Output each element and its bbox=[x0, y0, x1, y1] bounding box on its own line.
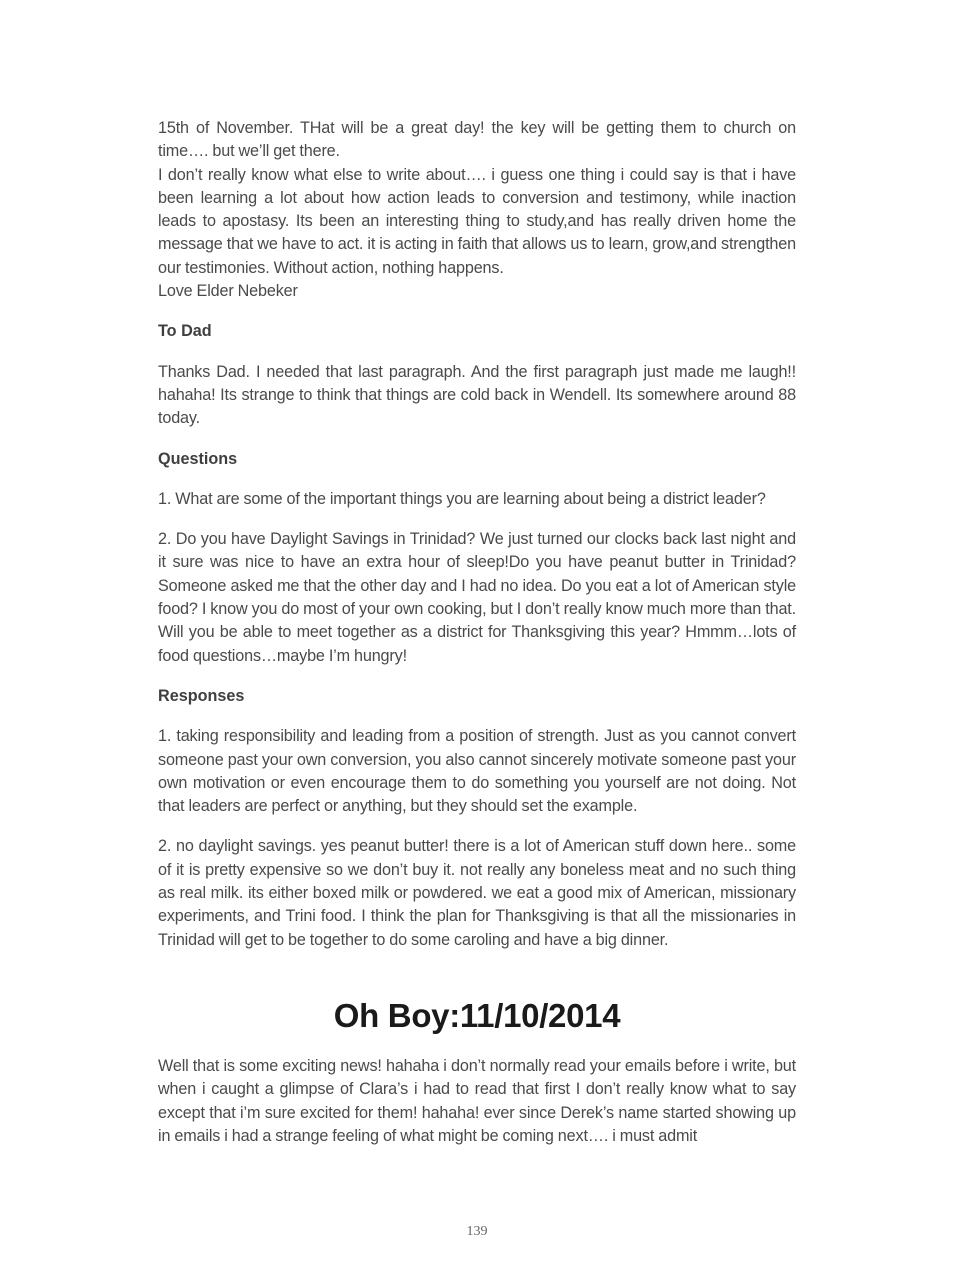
to-dad-heading: To Dad bbox=[158, 322, 212, 341]
question-2: 2. Do you have Daylight Savings in Trinidad? We just turned our clocks back last night and it sure was nice to have an extra hour of sleep!Do you have peanut butter in Trinidad? Someone asked me that the other day and I had no idea. Do you eat a lot of American style food? I know you do most of your own cooking, but I don’t really know much more than that. Will you be able to meet together as a district for Thanksgiving this year? Hmmm…lots of food questions…maybe I’m hungry! bbox=[158, 530, 796, 665]
question-1: 1. What are some of the important things you are learning about being a district leader? bbox=[158, 489, 766, 508]
questions-heading: Questions bbox=[158, 449, 238, 468]
document-page bbox=[158, 117, 796, 1148]
paragraph-intro-1: 15th of November. THat will be a great day! the key will be getting them to church on time…. but we’ll get there. bbox=[158, 119, 796, 161]
signoff: Love Elder Nebeker bbox=[158, 282, 298, 301]
response-1: 1. taking responsibility and leading from a position of strength. Just as you cannot convert someone past your own conversion, you also cannot sincerely motivate someone past your own motivation or even encourage them to do something you yourself are not doing. Not that leaders are perfect or anything, but they should set the example. bbox=[158, 727, 796, 816]
response-2: 2. no daylight savings. yes peanut butter! there is a lot of American stuff down here.. some of it is pretty expensive so we don’t buy it. not really any boneless meat and no such thing as real milk. its either boxed milk or powdered. we eat a good mix of American, missionary experiments, and Trini food. I think the plan for Thanksgiving is that all the missionaries in Trinidad will get to be together to do some caroling and have a big dinner. bbox=[158, 837, 796, 949]
section-title: Oh Boy:11/10/2014 bbox=[333, 996, 621, 1034]
page-number: 139 bbox=[466, 1224, 488, 1239]
responses-heading: Responses bbox=[158, 686, 245, 705]
paragraph-intro-2: I don’t really know what else to write about…. i guess one thing i could say is that i have been learning a lot about how action leads to conversion and testimony, while inaction leads to apostasy. Its been an interesting thing to study,and has really driven home the message that we have to act. it is acting in faith that allows us to learn, grow,and strengthen our testimonies. Without action, nothing happens. bbox=[158, 165, 796, 277]
to-dad-body: Thanks Dad. I needed that last paragraph. And the first paragraph just made me laugh!! hahaha! Its strange to think that things are cold back in Wendell. Its somewhere around 88 today. bbox=[158, 362, 796, 428]
section-body: Well that is some exciting news! hahaha i don’t normally read your emails before i write, but when i caught a glimpse of Clara’s i had to read that first I don’t really know what to say except that i’m sure excited for them! hahaha! ever since Derek’s name started showing up in emails i had a strange feeling of what might be coming next…. i must admit bbox=[158, 1056, 796, 1145]
